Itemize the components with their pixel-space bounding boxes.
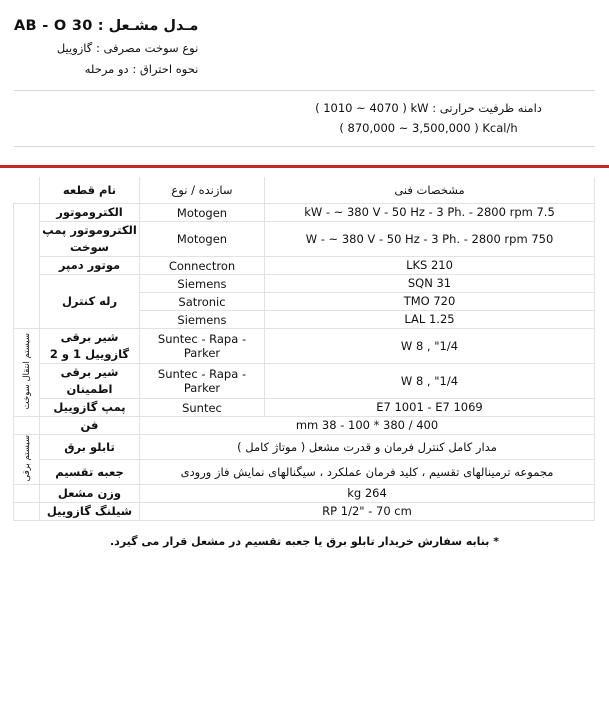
fuel-type-label: نوع سوخت مصرفی : bbox=[95, 41, 199, 55]
cell-maker: Motogen bbox=[140, 222, 265, 257]
cell-spec: LKS 210 bbox=[265, 257, 595, 275]
table-row bbox=[14, 417, 595, 435]
cell-part: فن bbox=[40, 417, 140, 435]
capacity-kcal-line bbox=[276, 118, 581, 138]
column-header-part: نام قطعه bbox=[40, 177, 140, 204]
table-row bbox=[14, 435, 595, 460]
capacity-kw-value: ( 1010 ~ 4070 ) kW bbox=[315, 101, 429, 115]
cell-spec: مدار کامل کنترل فرمان و قدرت مشعل ( موتاژ کامل ) bbox=[140, 435, 595, 460]
cell-group-blank bbox=[14, 485, 40, 503]
specification-table bbox=[13, 177, 595, 521]
combustion-line bbox=[14, 59, 198, 80]
cell-maker: Siemens bbox=[140, 311, 265, 329]
cell-part: جعبه تقسیم bbox=[40, 460, 140, 485]
cell-spec: 264 kg bbox=[140, 485, 595, 503]
cell-maker: Siemens bbox=[140, 275, 265, 293]
model-line bbox=[14, 14, 198, 38]
table-row bbox=[14, 222, 595, 257]
cell-part: پمپ گازوییل bbox=[40, 399, 140, 417]
header-text-block bbox=[14, 14, 595, 80]
cell-spec: TMO 720 bbox=[265, 293, 595, 311]
cell-spec: 1/4" , 8 W bbox=[265, 329, 595, 364]
capacity-inner bbox=[276, 98, 581, 138]
table-row bbox=[14, 399, 595, 417]
fuel-type-value: گازوییل bbox=[56, 41, 93, 55]
table-row bbox=[14, 204, 595, 222]
table-row bbox=[14, 329, 595, 364]
cell-part: شیلنگ گازوییل bbox=[40, 503, 140, 521]
cell-spec: SQN 31 bbox=[265, 275, 595, 293]
column-header-spec: مشخصات فنی bbox=[265, 177, 595, 204]
cell-part: شیر برقی گازوییل 1 و 2 bbox=[40, 329, 140, 364]
table-row bbox=[14, 485, 595, 503]
cell-group-blank bbox=[14, 503, 40, 521]
cell-spec: LAL 1.25 bbox=[265, 311, 595, 329]
table-row bbox=[14, 257, 595, 275]
header-right-column bbox=[14, 14, 202, 80]
cell-part: شیر برقی اطمینان bbox=[40, 364, 140, 399]
column-header-maker: سازنده / نوع bbox=[140, 177, 265, 204]
table-row bbox=[14, 364, 595, 399]
table-header-row bbox=[14, 177, 595, 204]
group-label-electric: سیستم برقی bbox=[21, 435, 32, 482]
capacity-kcal-value: ( 870,000 ~ 3,500,000 ) Kcal/h bbox=[339, 121, 518, 135]
fuel-type-line bbox=[14, 38, 198, 59]
cell-maker: Motogen bbox=[140, 204, 265, 222]
cell-maker: Satronic bbox=[140, 293, 265, 311]
cell-spec: 750 W - ~ 380 V - 50 Hz - 3 Ph. - 2800 rpm bbox=[265, 222, 595, 257]
cell-maker: Suntec - Rapa - Parker bbox=[140, 364, 265, 399]
cell-group-fuel bbox=[14, 329, 40, 417]
cell-spec: RP 1/2" - 70 cm bbox=[140, 503, 595, 521]
footnote: * بنابه سفارش خریدار تابلو برق یا جعبه تقسیم در مشعل قرار می گیرد. bbox=[110, 535, 499, 549]
table-row bbox=[14, 460, 595, 485]
combustion-label: نحوه احتراق : bbox=[132, 62, 199, 76]
cell-spec: 400 / 380 * 100 - 38 mm bbox=[140, 417, 595, 435]
cell-spec: 1/4" , 8 W bbox=[265, 364, 595, 399]
document-header bbox=[0, 0, 609, 151]
cell-maker: Connectron bbox=[140, 257, 265, 275]
cell-part: الکتروموتور پمپ سوخت bbox=[40, 222, 140, 257]
model-value: AB - O 30 bbox=[14, 18, 93, 34]
cell-group-electric bbox=[14, 435, 40, 485]
cell-part: رله کنترل bbox=[40, 275, 140, 329]
cell-spec: 7.5 kW - ~ 380 V - 50 Hz - 3 Ph. - 2800 rpm bbox=[265, 204, 595, 222]
cell-part: وزن مشعل bbox=[40, 485, 140, 503]
capacity-box bbox=[14, 90, 595, 147]
table-row bbox=[14, 503, 595, 521]
capacity-kw-line bbox=[276, 98, 581, 118]
cell-spec: مجموعه ترمینالهای تقسیم ، کلید فرمان عملکرد ، سیگنالهای نمایش فاز ورودی bbox=[140, 460, 595, 485]
combustion-value: دو مرحله bbox=[84, 62, 129, 76]
cell-group-blank bbox=[14, 417, 40, 435]
column-header-group bbox=[14, 177, 40, 204]
capacity-label: دامنه ظرفیت حرارتی : bbox=[432, 101, 542, 115]
cell-spec: E7 1001 - E7 1069 bbox=[265, 399, 595, 417]
cell-maker: Suntec bbox=[140, 399, 265, 417]
cell-part: موتور دمپر bbox=[40, 257, 140, 275]
cell-part: الکتروموتور bbox=[40, 204, 140, 222]
cell-group-blank bbox=[14, 204, 40, 329]
cell-part: تابلو برق bbox=[40, 435, 140, 460]
cell-maker: Suntec - Rapa - Parker bbox=[140, 329, 265, 364]
table-row bbox=[14, 275, 595, 293]
model-label: مـدل مشـعل : bbox=[97, 18, 199, 34]
group-label-fuel: سیستم انتقال سوخت bbox=[21, 332, 32, 410]
